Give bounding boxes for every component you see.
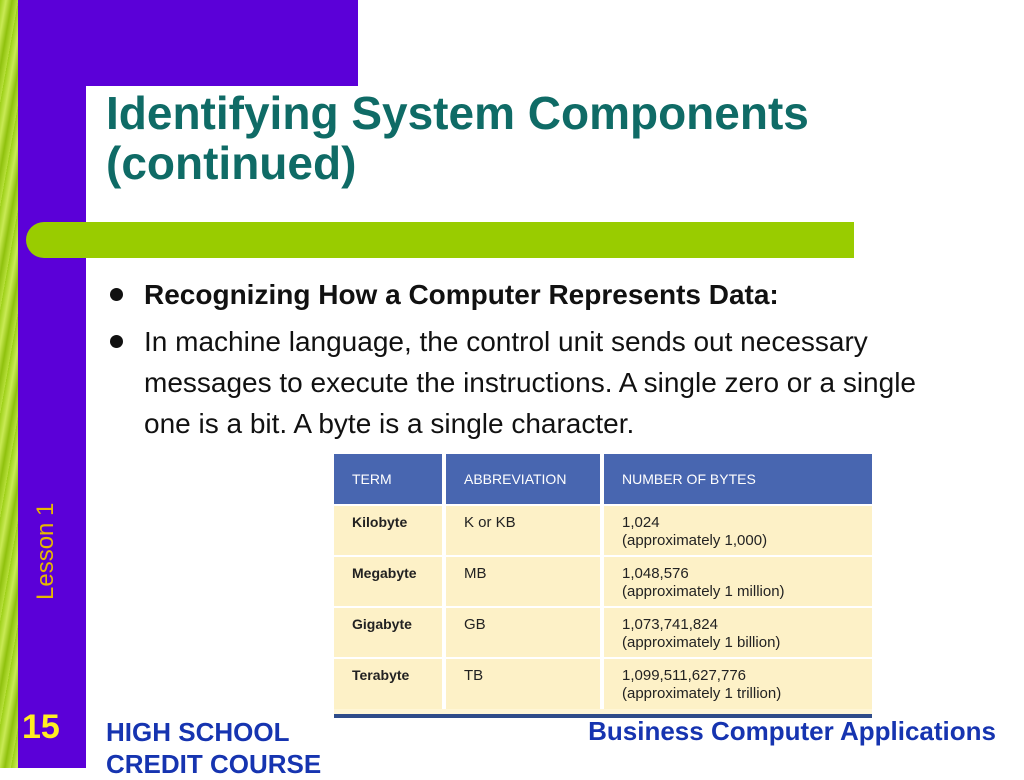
header-abbreviation: ABBREVIATION <box>444 454 602 505</box>
cell-abbreviation: TB <box>444 658 602 709</box>
lesson-side-label: Lesson 1 <box>32 502 59 600</box>
bytes-value: 1,048,576 <box>622 565 689 582</box>
cell-bytes <box>602 607 872 658</box>
cell-term: Megabyte <box>334 556 444 607</box>
bytes-value: 1,024 <box>622 514 660 531</box>
bullet-heading: Recognizing How a Computer Represents Data: <box>104 274 944 315</box>
bytes-approx: (approximately 1 trillion) <box>622 685 782 702</box>
table-row <box>334 556 872 607</box>
slide-number: 15 <box>22 708 60 746</box>
table-row <box>334 505 872 556</box>
bullet-body: In machine language, the control unit sends out necessary messages to execute the instructions. A single zero or a single one is a bit. A byte is a single character. <box>104 321 934 444</box>
bullet-list <box>104 274 944 444</box>
title-divider-bar <box>26 222 854 258</box>
footer-course-label <box>106 716 321 780</box>
slide-title <box>106 88 809 188</box>
footer-course-line-1: HIGH SCHOOL <box>106 717 290 747</box>
cell-bytes <box>602 658 872 709</box>
slide-title-line-1: Identifying System Components <box>106 87 809 139</box>
units-table <box>334 454 872 709</box>
cell-term: Terabyte <box>334 658 444 709</box>
table-row <box>334 658 872 709</box>
bytes-value: 1,099,511,627,776 <box>622 667 747 684</box>
cell-abbreviation: K or KB <box>444 505 602 556</box>
cell-term: Gigabyte <box>334 607 444 658</box>
cell-abbreviation: MB <box>444 556 602 607</box>
header-number-of-bytes: NUMBER OF BYTES <box>602 454 872 505</box>
table-header-row <box>334 454 872 505</box>
cell-bytes <box>602 505 872 556</box>
data-units-table <box>334 454 872 718</box>
bytes-value: 1,073,741,824 <box>622 616 718 633</box>
decorative-purple-header-block <box>18 0 358 86</box>
cell-bytes <box>602 556 872 607</box>
cell-abbreviation: GB <box>444 607 602 658</box>
slide-title-line-2: (continued) <box>106 137 357 189</box>
footer-subject-label: Business Computer Applications <box>588 716 996 746</box>
bytes-approx: (approximately 1 billion) <box>622 634 781 651</box>
decorative-green-stripe <box>0 0 18 768</box>
cell-term: Kilobyte <box>334 505 444 556</box>
table-row <box>334 607 872 658</box>
decorative-purple-sidebar <box>18 0 86 768</box>
bytes-approx: (approximately 1 million) <box>622 583 785 600</box>
bytes-approx: (approximately 1,000) <box>622 532 768 549</box>
header-term: TERM <box>334 454 444 505</box>
footer-course-line-2: CREDIT COURSE <box>106 749 322 779</box>
content-background-top <box>358 0 1024 90</box>
